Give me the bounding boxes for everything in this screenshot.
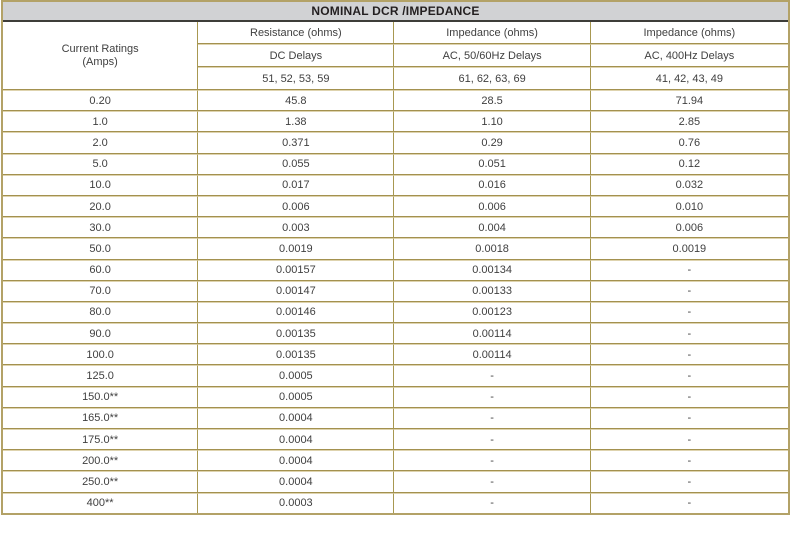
header-impedance-400: Impedance (ohms) — [591, 22, 788, 44]
cell-value: 45.8 — [198, 90, 394, 111]
cell-value: 0.017 — [198, 175, 394, 196]
cell-value: - — [394, 450, 590, 471]
table-row — [3, 196, 788, 217]
cell-value: - — [591, 493, 788, 513]
cell-current-rating: 2.0 — [3, 132, 198, 153]
cell-value: 0.00123 — [394, 302, 590, 323]
cell-current-rating: 165.0** — [3, 408, 198, 429]
cell-value: 0.0003 — [198, 493, 394, 513]
cell-value: 0.00135 — [198, 323, 394, 344]
cell-current-rating: 400** — [3, 493, 198, 513]
table-row — [3, 90, 788, 111]
cell-value: 0.0004 — [198, 471, 394, 492]
cell-value: 0.010 — [591, 196, 788, 217]
cell-current-rating: 5.0 — [3, 154, 198, 175]
table-row — [3, 111, 788, 132]
cell-current-rating: 90.0 — [3, 323, 198, 344]
cell-value: 1.10 — [394, 111, 590, 132]
cell-current-rating: 30.0 — [3, 217, 198, 238]
cell-current-rating: 125.0 — [3, 365, 198, 386]
table-row — [3, 471, 788, 492]
cell-value: 0.0019 — [198, 238, 394, 259]
cell-current-rating: 60.0 — [3, 260, 198, 281]
table-row — [3, 387, 788, 408]
cell-value: - — [394, 429, 590, 450]
cell-value: 0.00134 — [394, 260, 590, 281]
cell-value: - — [591, 387, 788, 408]
cell-value: - — [591, 408, 788, 429]
cell-value: - — [394, 471, 590, 492]
header-row-type — [3, 22, 788, 44]
cell-value: 0.00147 — [198, 281, 394, 302]
cell-current-rating: 200.0** — [3, 450, 198, 471]
cell-current-rating: 175.0** — [3, 429, 198, 450]
cell-value: - — [394, 387, 590, 408]
header-ac-5060-delays: AC, 50/60Hz Delays — [394, 44, 590, 67]
header-impedance-50-60: Impedance (ohms) — [394, 22, 590, 44]
cell-value: 0.00135 — [198, 344, 394, 365]
table-row — [3, 154, 788, 175]
cell-value: - — [591, 344, 788, 365]
cell-value: - — [394, 493, 590, 513]
table-row — [3, 429, 788, 450]
table-row — [3, 450, 788, 471]
table-row — [3, 238, 788, 259]
cell-value: 0.0005 — [198, 387, 394, 408]
cell-value: - — [591, 260, 788, 281]
cell-value: 0.055 — [198, 154, 394, 175]
table-row — [3, 344, 788, 365]
table-row — [3, 217, 788, 238]
table-row — [3, 408, 788, 429]
cell-value: 0.00157 — [198, 260, 394, 281]
table-body — [3, 90, 788, 513]
table-title: NOMINAL DCR /IMPEDANCE — [311, 4, 480, 18]
cell-value: - — [591, 281, 788, 302]
cell-value: - — [591, 471, 788, 492]
cell-value: 0.006 — [394, 196, 590, 217]
table-row — [3, 323, 788, 344]
table-title-bar — [3, 2, 788, 22]
cell-current-rating: 1.0 — [3, 111, 198, 132]
cell-value: - — [591, 323, 788, 344]
cell-value: 0.0004 — [198, 408, 394, 429]
cell-value: 71.94 — [591, 90, 788, 111]
cell-value: - — [394, 408, 590, 429]
cell-current-rating: 10.0 — [3, 175, 198, 196]
table-row — [3, 132, 788, 153]
cell-value: - — [591, 365, 788, 386]
cell-value: 0.0018 — [394, 238, 590, 259]
cell-current-rating: 50.0 — [3, 238, 198, 259]
dcr-impedance-table — [3, 22, 788, 513]
cell-value: - — [591, 429, 788, 450]
cell-current-rating: 20.0 — [3, 196, 198, 217]
header-ac-400-delays: AC, 400Hz Delays — [591, 44, 788, 67]
cell-value: 0.29 — [394, 132, 590, 153]
cell-value: 0.00114 — [394, 323, 590, 344]
cell-value: 2.85 — [591, 111, 788, 132]
header-current-ratings-line1: Current Ratings — [61, 42, 139, 55]
header-models-dc: 51, 52, 53, 59 — [198, 67, 394, 90]
cell-current-rating: 150.0** — [3, 387, 198, 408]
table-row — [3, 260, 788, 281]
cell-value: 0.032 — [591, 175, 788, 196]
cell-value: 0.0005 — [198, 365, 394, 386]
cell-value: 0.051 — [394, 154, 590, 175]
cell-value: 28.5 — [394, 90, 590, 111]
table-row — [3, 302, 788, 323]
header-dc-delays: DC Delays — [198, 44, 394, 67]
cell-value: 0.371 — [198, 132, 394, 153]
cell-value: 0.004 — [394, 217, 590, 238]
header-models-ac-400: 41, 42, 43, 49 — [591, 67, 788, 90]
table-row — [3, 281, 788, 302]
cell-current-rating: 80.0 — [3, 302, 198, 323]
cell-value: 0.003 — [198, 217, 394, 238]
table-row — [3, 175, 788, 196]
cell-value: 0.00133 — [394, 281, 590, 302]
cell-value: 0.0004 — [198, 450, 394, 471]
header-models-ac-5060: 61, 62, 63, 69 — [394, 67, 590, 90]
cell-value: 0.006 — [591, 217, 788, 238]
cell-value: 0.00114 — [394, 344, 590, 365]
table-row — [3, 365, 788, 386]
table-header — [3, 22, 788, 90]
dcr-impedance-table-frame — [1, 0, 790, 515]
cell-value: - — [591, 302, 788, 323]
cell-current-rating: 0.20 — [3, 90, 198, 111]
cell-value: 1.38 — [198, 111, 394, 132]
cell-value: 0.76 — [591, 132, 788, 153]
header-resistance: Resistance (ohms) — [198, 22, 394, 44]
header-current-ratings — [3, 22, 198, 90]
cell-value: 0.0019 — [591, 238, 788, 259]
cell-value: 0.0004 — [198, 429, 394, 450]
cell-value: - — [591, 450, 788, 471]
cell-value: 0.00146 — [198, 302, 394, 323]
cell-value: 0.016 — [394, 175, 590, 196]
cell-value: 0.006 — [198, 196, 394, 217]
cell-value: 0.12 — [591, 154, 788, 175]
cell-current-rating: 100.0 — [3, 344, 198, 365]
header-current-ratings-line2: (Amps) — [82, 55, 118, 68]
cell-current-rating: 70.0 — [3, 281, 198, 302]
table-row — [3, 493, 788, 513]
cell-current-rating: 250.0** — [3, 471, 198, 492]
cell-value: - — [394, 365, 590, 386]
